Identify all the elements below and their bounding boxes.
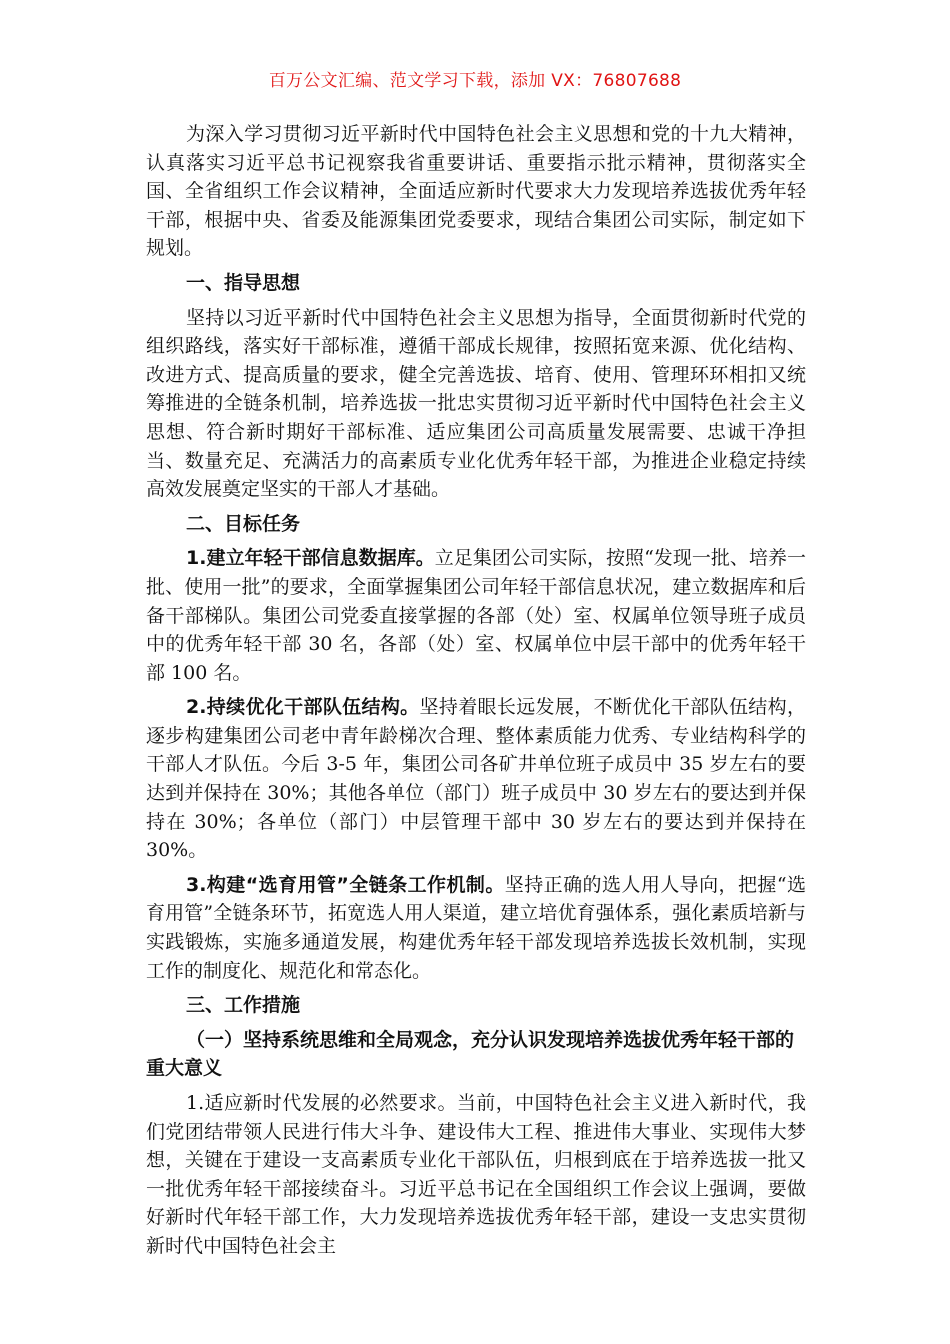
goal-item-text: 立足集团公司实际，按照“发现一批、培养一批、使用一批”的要求，全面掌握集团公司年轻干部信息状况，建立数据库和后备干部梯队。集团公司党委直接掌握的各部（处）室、权属单位领导班子成员中的优秀年轻干部 30 名，各部（处）室、权属单位中层干部中的优秀年轻干部 100 名。 [146,547,806,684]
goal-item-lead: 1.建立年轻干部信息数据库。 [186,547,435,570]
section-heading-goals: 二、目标任务 [186,512,301,535]
goal-item [146,693,806,865]
goal-item-lead: 3.构建“选育用管”全链条工作机制。 [186,873,505,896]
goal-item-text: 坚持正确的选人用人导向，把握“选育用管”全链条环节，拓宽选人用人渠道，建立培优育强体系，强化素质培新与实践锻炼，实施多通道发展，构建优秀年轻干部发现培养选拔长效机制，实现工作的制度化、规范化和常态化。 [146,873,806,982]
goal-item [146,544,806,687]
guiding-thought-paragraph: 坚持以习近平新时代中国特色社会主义思想为指导，全面贯彻新时代党的组织路线，落实好干部标准，遵循干部成长规律，按照拓宽来源、优化结构、改进方式、提高质量的要求，健全完善选拔、培育、使用、管理环环相扣又统筹推进的全链条机制，培养选拔一批忠实贯彻习近平新时代中国特色社会主义思想、符合新时期好干部标准、适应集团公司高质量发展需要、忠诚干净担当、数量充足、充满活力的高素质专业化优秀年轻干部，为推进企业稳定持续高效发展奠定坚实的干部人才基础。 [146,306,806,501]
section-heading-guiding-thought: 一、指导思想 [186,271,301,294]
document-body [146,120,806,1261]
intro-paragraph: 为深入学习贯彻习近平新时代中国特色社会主义思想和党的十九大精神，认真落实习近平总书记视察我省重要讲话、重要指示批示精神，贯彻落实全国、全省组织工作会议精神，全面适应新时代要求大力发现培养选拔优秀年轻干部，根据中央、省委及能源集团党委要求，现结合集团公司实际，制定如下规划。 [146,123,806,260]
goal-item [146,871,806,985]
watermark-header: 百万公文汇编、范文学习下载，添加 VX：76807688 [268,71,682,91]
measures-paragraph: 1.适应新时代发展的必然要求。当前，中国特色社会主义进入新时代，我们党团结带领人民进行伟大斗争、建设伟大工程、推进伟大事业、实现伟大梦想，关键在于建设一支高素质专业化干部队伍，归根到底在于培养选拔一批又一批优秀年轻干部接续奋斗。习近平总书记在全国组织工作会议上强调，要做好新时代年轻干部工作，大力发现培养选拔优秀年轻干部，建设一支忠实贯彻新时代中国特色社会主 [146,1092,806,1257]
subsection-heading: （一）坚持系统思维和全局观念，充分认识发现培养选拔优秀年轻干部的重大意义 [146,1028,795,1080]
section-heading-measures: 三、工作措施 [186,994,301,1017]
goal-item-text: 坚持着眼长远发展，不断优化干部队伍结构，逐步构建集团公司老中青年龄梯次合理、整体素质能力优秀、专业结构科学的干部人才队伍。今后 3-5 年，集团公司各矿井单位班子成员中 35 岁左右的要达到并保持在 30%；其他各单位（部门）班子成员中 30 岁左右的要达到并保持在 30%；各单位（部门）中层管理干部中 30 岁左右的要达到并保持在 30%。 [146,696,806,862]
goal-item-lead: 2.持续优化干部队伍结构。 [186,696,420,719]
